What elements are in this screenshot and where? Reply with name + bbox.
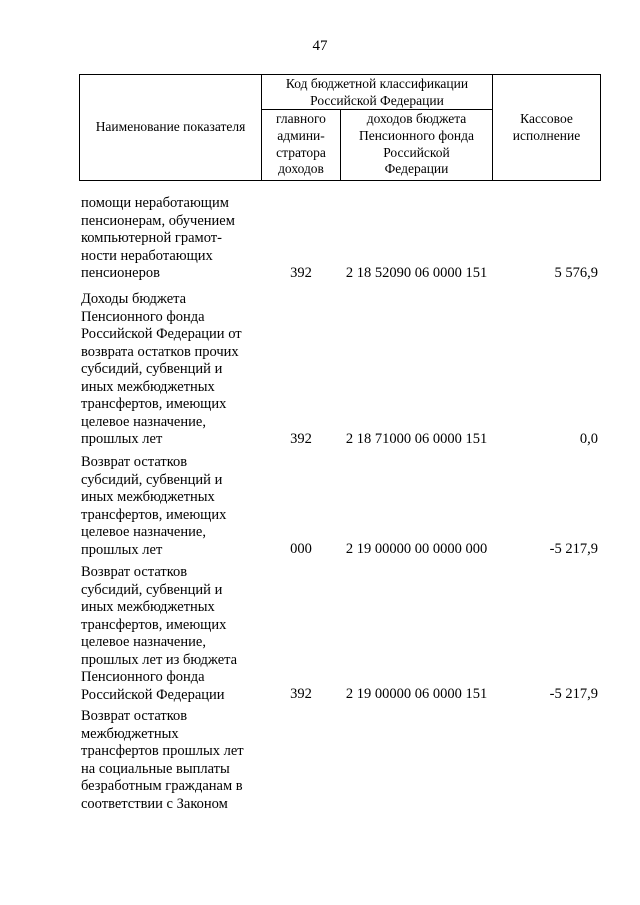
page-number: 47 [312,38,328,54]
row-description-line: целевое назначение, [81,634,206,650]
row-description-line: пенсионеров [81,265,160,281]
row-description-line: целевое назначение, [81,413,206,430]
row-description-line: Возврат остатков [81,708,188,724]
header-col-exec-line: исполнение [512,127,581,143]
row-admin-code: 000 [290,541,312,557]
row-budget-code: 2 18 71000 06 0000 151 [345,431,488,447]
row-description-line: на социальные выплаты [81,760,230,777]
row-description-line: субсидий, субвенций и [81,581,223,598]
row-admin-code: 392 [290,265,312,281]
row-description-line: иных межбюджетных [81,378,215,395]
header-col-admin [262,111,340,178]
row-description-line: прошлых лет [81,431,163,447]
row-description-line: помощи неработающим [81,195,229,211]
row-description-line: ности неработающих [81,247,213,264]
header-right-border [600,74,601,181]
row-description-line: возврата остатков прочих [81,343,239,360]
row-admin-code: 392 [290,431,312,447]
row-description [81,291,281,449]
header-col-income-line: доходов бюджета [366,111,467,126]
header-col-exec [493,111,600,145]
row-amount: -5 217,9 [549,541,598,557]
row-description-line: Российской Федерации [81,686,225,703]
row-description-line: иных межбюджетных [81,599,215,615]
header-col-income-line: Российской [383,144,450,160]
row-description-line: трансфертов прошлых лет [81,743,244,759]
row-description [81,454,281,559]
row-description-line: межбюджетных [81,725,179,742]
header-col-name-text: Наименование показателя [95,119,246,134]
row-amount: 0,0 [579,431,598,447]
row-description-line: Российской Федерации от [81,326,242,342]
row-description-line: пенсионерам, обучением [81,212,235,229]
row-description-line: Возврат остатков [81,564,188,580]
row-budget-code: 2 19 00000 00 0000 000 [345,541,488,557]
row-description-line: трансфертов, имеющих [81,396,227,412]
row-description-line: прошлых лет [81,541,163,558]
header-top-border [79,74,600,75]
row-description-line: иных межбюджетных [81,489,215,505]
row-description-line: субсидий, субвенций и [81,471,223,488]
row-description-line: безработным гражданам в [81,778,243,794]
header-group-title [262,76,492,110]
header-group-line-2: Российской Федерации [310,92,444,108]
header-col-exec-line: Кассовое [520,111,573,126]
header-col-income-line: Пенсионного фонда [358,127,475,143]
header-col-admin-line: стратора [276,144,326,160]
header-col-admin-line: главного [276,111,326,126]
header-col-admin-line: админи- [277,127,325,143]
header-col-income [341,111,492,178]
row-description-line: целевое назначение, [81,524,206,540]
row-amount: 5 576,9 [554,265,598,281]
row-description-line: трансфертов, имеющих [81,616,227,633]
header-bottom-border [79,180,600,181]
row-description [81,564,281,704]
row-description-line: трансфертов, имеющих [81,506,227,523]
row-description [81,195,281,283]
row-description-line: Пенсионного фонда [81,308,205,325]
row-description-line: Пенсионного фонда [81,669,205,685]
row-amount: -5 217,9 [549,686,598,702]
row-description [81,708,281,813]
header-col-name [80,119,261,136]
row-description-line: Возврат остатков [81,454,188,470]
row-description-line: прошлых лет из бюджета [81,651,238,668]
row-admin-code: 392 [290,686,312,702]
header-group-line-1: Код бюджетной классификации [285,76,469,91]
row-description-line: субсидий, субвенций и [81,361,223,377]
row-budget-code: 2 19 00000 06 0000 151 [345,686,488,702]
header-col-income-line: Федерации [384,161,449,177]
row-description-line: Доходы бюджета [81,291,187,307]
row-description-line: соответствии с Законом [81,795,228,812]
row-budget-code: 2 18 52090 06 0000 151 [345,265,488,281]
row-description-line: компьютерной грамот- [81,230,222,246]
header-col-admin-line: доходов [278,161,324,177]
